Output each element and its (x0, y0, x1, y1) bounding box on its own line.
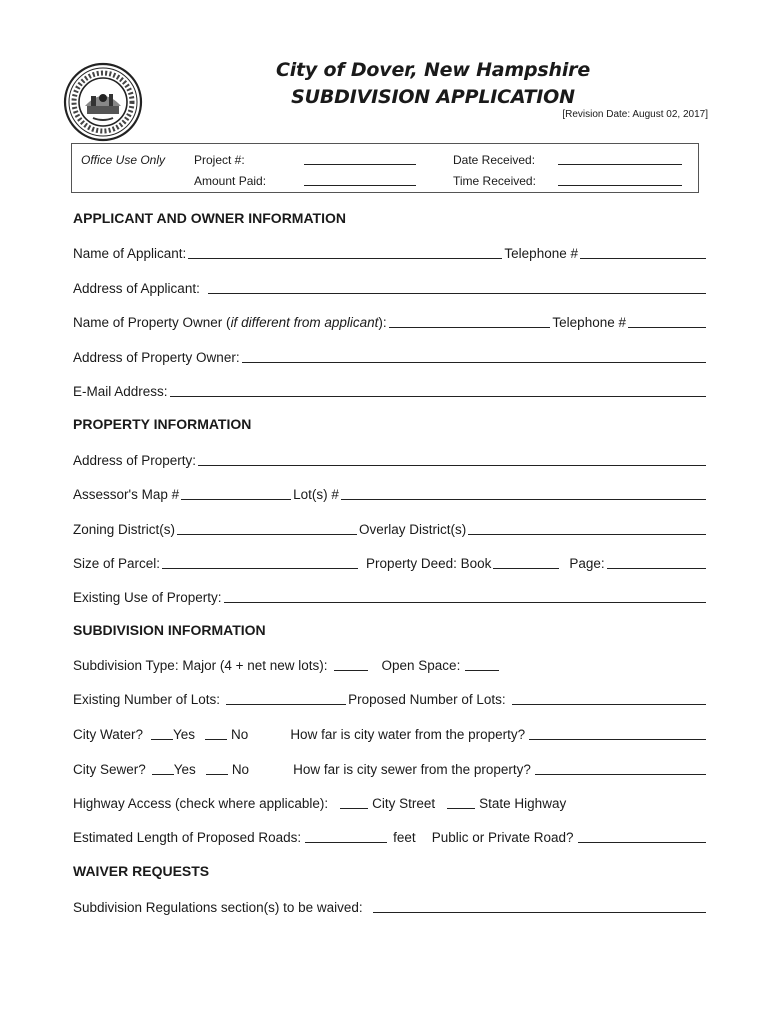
deed-page-label: Page: (569, 556, 605, 571)
existing-lots-field[interactable] (226, 691, 346, 705)
city-sewer-label: City Sewer? (73, 762, 146, 777)
highway-access-label: Highway Access (check where applicable): (73, 796, 329, 811)
property-address-label: Address of Property: (73, 453, 197, 468)
applicant-telephone-label: Telephone # (504, 246, 578, 261)
water-no-label: No (231, 727, 249, 742)
amount-paid-field[interactable] (304, 173, 416, 186)
date-received-label: Date Received: (453, 153, 536, 167)
section-subdivision-heading: SUBDIVISION INFORMATION (73, 622, 266, 638)
road-type-label: Public or Private Road? (431, 830, 574, 845)
row-lot-counts (73, 689, 708, 707)
owner-name-label-post: ): (378, 315, 387, 330)
waiver-sections-label: Subdivision Regulations section(s) to be waived: (73, 900, 363, 915)
sewer-yes-field[interactable] (152, 761, 174, 775)
row-city-water (73, 724, 708, 742)
deed-book-field[interactable] (493, 555, 559, 569)
row-waiver-sections (73, 897, 708, 915)
city-water-label: City Water? (73, 727, 144, 742)
applicant-name-label: Name of Applicant: (73, 246, 187, 261)
row-map-lot (73, 484, 708, 502)
overlay-district-field[interactable] (468, 521, 706, 535)
time-received-field[interactable] (558, 173, 682, 186)
lots-label: Lot(s) # (293, 487, 339, 502)
water-distance-field[interactable] (529, 726, 706, 740)
open-space-field[interactable] (465, 657, 499, 671)
city-street-label: City Street (372, 796, 436, 811)
row-applicant-name (73, 243, 708, 261)
office-use-label: Office Use Only (81, 153, 166, 167)
parcel-size-field[interactable] (162, 555, 358, 569)
state-highway-label: State Highway (479, 796, 567, 811)
property-address-field[interactable] (198, 452, 706, 466)
row-roads (73, 827, 708, 845)
water-no-field[interactable] (205, 726, 227, 740)
proposed-lots-label: Proposed Number of Lots: (348, 692, 506, 707)
row-property-address (73, 450, 708, 468)
owner-name-label-pre: Name of Property Owner ( (73, 315, 231, 330)
row-owner-address (73, 347, 708, 365)
parcel-size-label: Size of Parcel: (73, 556, 161, 571)
proposed-lots-field[interactable] (512, 691, 706, 705)
row-city-sewer (73, 759, 708, 777)
row-parcel-deed (73, 553, 708, 571)
subdivision-type-label: Subdivision Type: Major (4 + net new lots): (73, 658, 328, 673)
existing-use-label: Existing Use of Property: (73, 590, 222, 605)
owner-telephone-field[interactable] (628, 314, 706, 328)
section-applicant-heading: APPLICANT AND OWNER INFORMATION (73, 210, 346, 226)
row-owner-name (73, 312, 708, 330)
city-street-field[interactable] (340, 795, 368, 809)
water-yes-label: Yes (173, 727, 196, 742)
row-highway-access (73, 793, 708, 811)
feet-label: feet (393, 830, 416, 845)
email-label: E-Mail Address: (73, 384, 168, 399)
form-title-type: SUBDIVISION APPLICATION (291, 86, 575, 108)
deed-page-field[interactable] (607, 555, 706, 569)
project-number-field[interactable] (304, 152, 416, 165)
deed-book-label: Property Deed: Book (366, 556, 492, 571)
sewer-distance-field[interactable] (535, 761, 706, 775)
sewer-no-field[interactable] (206, 761, 228, 775)
applicant-name-field[interactable] (188, 245, 502, 259)
road-length-label: Estimated Length of Proposed Roads: (73, 830, 302, 845)
lots-field[interactable] (341, 486, 706, 500)
owner-address-label: Address of Property Owner: (73, 350, 240, 365)
road-type-field[interactable] (578, 829, 706, 843)
owner-name-field[interactable] (389, 314, 551, 328)
major-field[interactable] (334, 657, 368, 671)
row-email (73, 381, 708, 399)
state-highway-field[interactable] (447, 795, 475, 809)
applicant-address-label: Address of Applicant: (73, 281, 200, 296)
assessor-map-field[interactable] (181, 486, 291, 500)
section-property-heading: PROPERTY INFORMATION (73, 416, 252, 432)
office-use-box (71, 143, 699, 193)
date-received-field[interactable] (558, 152, 682, 165)
sewer-yes-label: Yes (173, 762, 196, 777)
row-subdivision-type (73, 655, 708, 673)
existing-use-field[interactable] (224, 589, 706, 603)
row-applicant-address (73, 278, 708, 296)
city-seal-icon (63, 62, 143, 142)
overlay-district-label: Overlay District(s) (359, 522, 467, 537)
applicant-address-field[interactable] (208, 280, 706, 294)
open-space-label: Open Space: (381, 658, 461, 673)
owner-address-field[interactable] (242, 349, 706, 363)
form-title-city: City of Dover, New Hampshire (275, 59, 591, 81)
assessor-map-label: Assessor's Map # (73, 487, 180, 502)
project-number-label: Project #: (194, 153, 245, 167)
water-distance-label: How far is city water from the property? (290, 727, 526, 742)
waiver-sections-field[interactable] (373, 899, 706, 913)
zoning-district-label: Zoning District(s) (73, 522, 176, 537)
zoning-district-field[interactable] (177, 521, 357, 535)
applicant-telephone-field[interactable] (580, 245, 706, 259)
sewer-distance-label: How far is city sewer from the property? (293, 762, 531, 777)
revision-date: [Revision Date: August 02, 2017] (562, 109, 708, 120)
row-districts (73, 519, 708, 537)
owner-name-label-note: if different from applicant (230, 315, 379, 330)
water-yes-field[interactable] (151, 726, 173, 740)
owner-telephone-label: Telephone # (552, 315, 626, 330)
road-length-field[interactable] (305, 829, 387, 843)
section-waiver-heading: WAIVER REQUESTS (73, 863, 210, 879)
existing-lots-label: Existing Number of Lots: (73, 692, 221, 707)
email-field[interactable] (170, 383, 706, 397)
sewer-no-label: No (231, 762, 250, 777)
amount-paid-label: Amount Paid: (194, 174, 267, 188)
row-existing-use (73, 587, 708, 605)
time-received-label: Time Received: (453, 174, 536, 188)
